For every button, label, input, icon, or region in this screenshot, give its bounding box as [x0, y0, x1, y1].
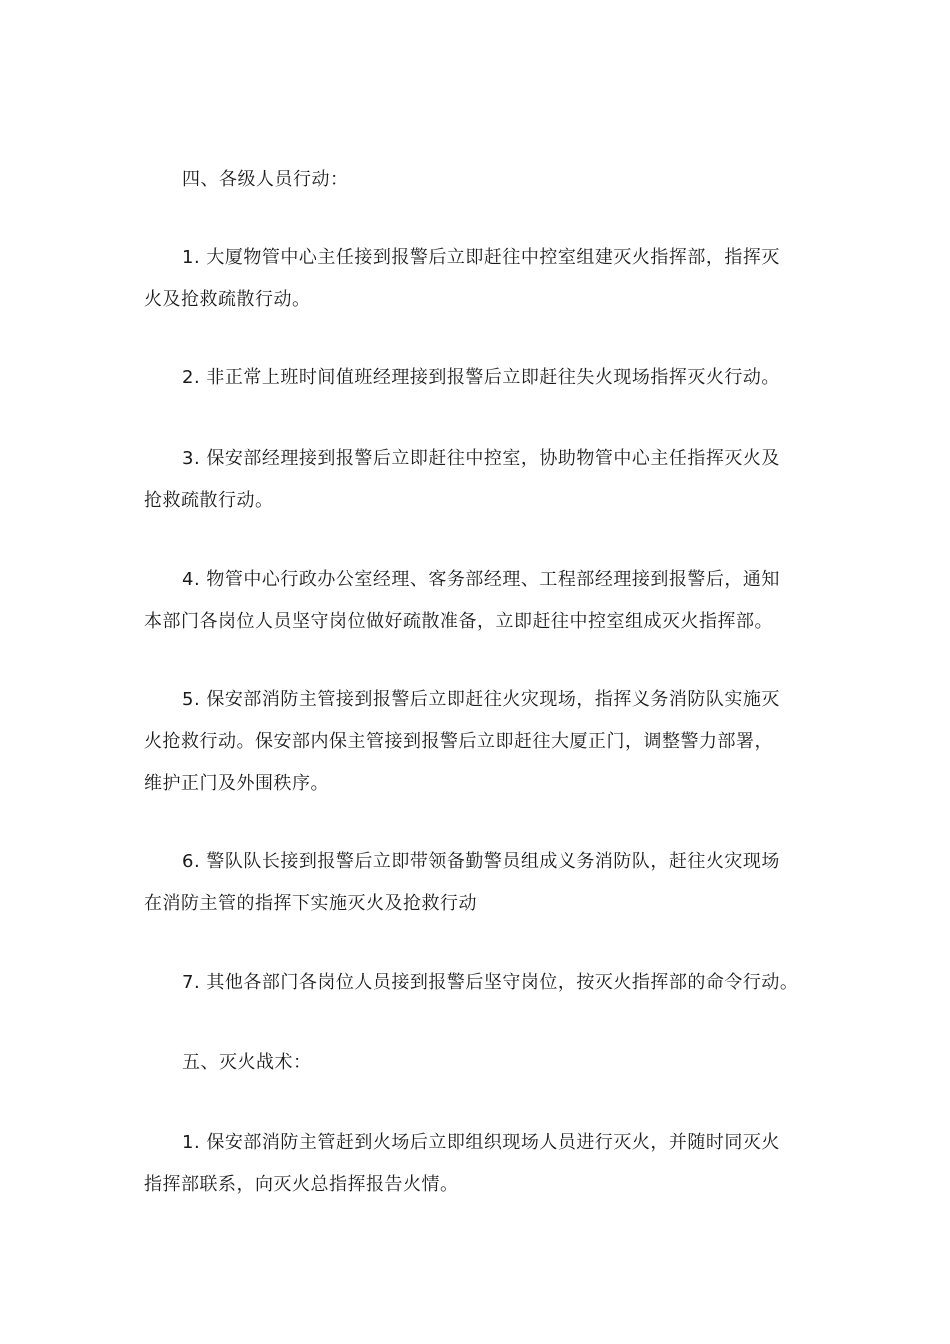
paragraph-line: 5. 保安部消防主管接到报警后立即赶往火灾现场，指挥义务消防队实施灭	[182, 689, 780, 710]
section-heading-4: 四、各级人员行动：	[182, 169, 349, 190]
paragraph-line: 指挥部联系，向灭火总指挥报告火情。	[144, 1174, 459, 1195]
paragraph-line: 火抢救行动。保安部内保主管接到报警后立即赶往大厦正门，调整警力部署，	[144, 731, 773, 752]
paragraph-line: 火及抢救疏散行动。	[144, 289, 311, 310]
paragraph-line: 在消防主管的指挥下实施灭火及抢救行动	[144, 893, 477, 914]
paragraph-line: 6. 警队队长接到报警后立即带领备勤警员组成义务消防队，赶往火灾现场	[182, 851, 780, 872]
section-heading-5: 五、灭火战术：	[182, 1052, 312, 1073]
paragraph-line: 1. 保安部消防主管赶到火场后立即组织现场人员进行灭火，并随时同灭火	[182, 1132, 780, 1153]
paragraph-line: 2. 非正常上班时间值班经理接到报警后立即赶往失火现场指挥灭火行动。	[182, 367, 780, 388]
paragraph-line: 1. 大厦物管中心主任接到报警后立即赶往中控室组建灭火指挥部，指挥灭	[182, 247, 780, 268]
paragraph-line: 3. 保安部经理接到报警后立即赶往中控室，协助物管中心主任指挥灭火及	[182, 448, 780, 469]
paragraph-line: 4. 物管中心行政办公室经理、客务部经理、工程部经理接到报警后，通知	[182, 569, 780, 590]
paragraph-line: 维护正门及外围秩序。	[144, 773, 329, 794]
paragraph-line: 本部门各岗位人员坚守岗位做好疏散准备，立即赶往中控室组成灭火指挥部。	[144, 611, 773, 632]
paragraph-line: 抢救疏散行动。	[144, 490, 274, 511]
paragraph-line: 7. 其他各部门各岗位人员接到报警后坚守岗位，按灭火指挥部的命令行动。	[182, 972, 799, 993]
